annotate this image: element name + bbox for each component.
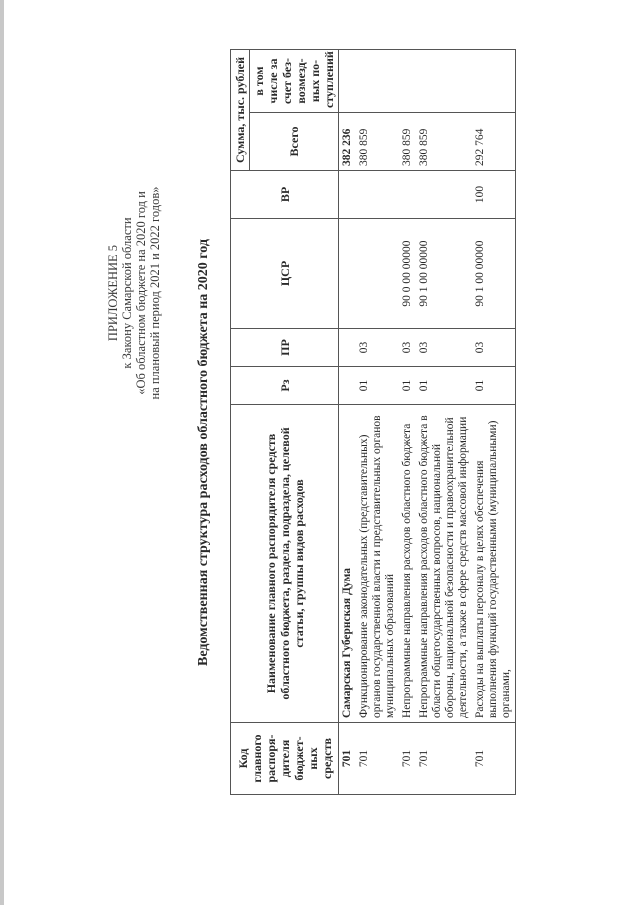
cell-total: 292 764 xyxy=(472,113,516,171)
cell-total: 382 236 xyxy=(339,113,357,171)
table-row xyxy=(339,49,357,794)
cell-rz xyxy=(339,367,357,405)
cell-rz: 01 xyxy=(356,367,399,405)
cell-name: Непрограммные направления расходов областного бюджета xyxy=(399,405,416,723)
cell-pr: 03 xyxy=(416,329,472,367)
cell-code: 701 xyxy=(356,723,399,795)
cell-csr xyxy=(356,219,399,329)
appendix-law-title-1: «Об областном бюджете на 2020 год и xyxy=(134,191,148,395)
cell-total: 380 859 xyxy=(399,113,416,171)
appendix-header xyxy=(106,128,162,458)
table-row xyxy=(399,49,416,794)
cell-pr: 03 xyxy=(399,329,416,367)
cell-pr xyxy=(339,329,357,367)
header-name: Наименование главного распорядителя средств областного бюджета, раздела, подраздела, целевой статьи, группы видов расходов xyxy=(231,405,339,723)
cell-incl xyxy=(356,49,399,112)
cell-rz: 01 xyxy=(399,367,416,405)
header-incl: в том числе за счет без- возмезд- ных по- ступлений xyxy=(250,49,339,112)
header-pr: ПР xyxy=(231,329,339,367)
appendix-law: к Закону Самарской области xyxy=(120,217,134,369)
cell-name: Непрограммные направления расходов областного бюджета в области общегосударственных вопросов, национальной обороны, национальной безопасности и правоохранительной деятельности, а также в сфере средств массовой информации xyxy=(416,405,472,723)
cell-code: 701 xyxy=(399,723,416,795)
cell-incl xyxy=(416,49,472,112)
cell-name: Самарская Губернская Дума xyxy=(339,405,357,723)
cell-name: Расходы на выплаты персоналу в целях обеспечения выполнения функций государственными (муниципальными) органами, xyxy=(472,405,516,723)
scan-edge xyxy=(0,0,4,905)
cell-rz: 01 xyxy=(472,367,516,405)
header-code: Код главного распоря- дителя бюджет- ных средств xyxy=(231,723,339,795)
cell-pr: 03 xyxy=(472,329,516,367)
appendix-law-title-2: на плановый период 2021 и 2022 годов» xyxy=(148,186,162,400)
cell-vr: 100 xyxy=(472,171,516,219)
cell-vr xyxy=(356,171,399,219)
cell-csr: 90 1 00 00000 xyxy=(416,219,472,329)
cell-code: 701 xyxy=(339,723,357,795)
table-row xyxy=(356,49,399,794)
cell-vr xyxy=(399,171,416,219)
table-row xyxy=(472,49,516,794)
header-sum-group: Сумма, тыс. рублей xyxy=(231,49,250,170)
budget-table xyxy=(230,49,516,795)
cell-rz: 01 xyxy=(416,367,472,405)
document-title: Ведомственная структура расходов областного бюджета на 2020 год xyxy=(196,239,211,667)
appendix-number: ПРИЛОЖЕНИЕ 5 xyxy=(106,244,120,342)
cell-csr xyxy=(339,219,357,329)
cell-vr xyxy=(416,171,472,219)
header-csr: ЦСР xyxy=(231,219,339,329)
cell-csr: 90 0 00 00000 xyxy=(399,219,416,329)
cell-csr: 90 1 00 00000 xyxy=(472,219,516,329)
cell-vr xyxy=(339,171,357,219)
cell-total: 380 859 xyxy=(416,113,472,171)
header-rz: Рз xyxy=(231,367,339,405)
table-row xyxy=(416,49,472,794)
header-vr: ВР xyxy=(231,171,339,219)
cell-code: 701 xyxy=(472,723,516,795)
cell-total: 380 859 xyxy=(356,113,399,171)
cell-incl xyxy=(472,49,516,112)
cell-code: 701 xyxy=(416,723,472,795)
header-row-1 xyxy=(231,49,250,794)
cell-name: Функционирование законодательных (представительных) органов государственной власти и представительных органов муниципальных образований xyxy=(356,405,399,723)
header-total: Всего xyxy=(250,113,339,171)
cell-pr: 03 xyxy=(356,329,399,367)
cell-incl xyxy=(399,49,416,112)
cell-incl xyxy=(339,49,357,112)
